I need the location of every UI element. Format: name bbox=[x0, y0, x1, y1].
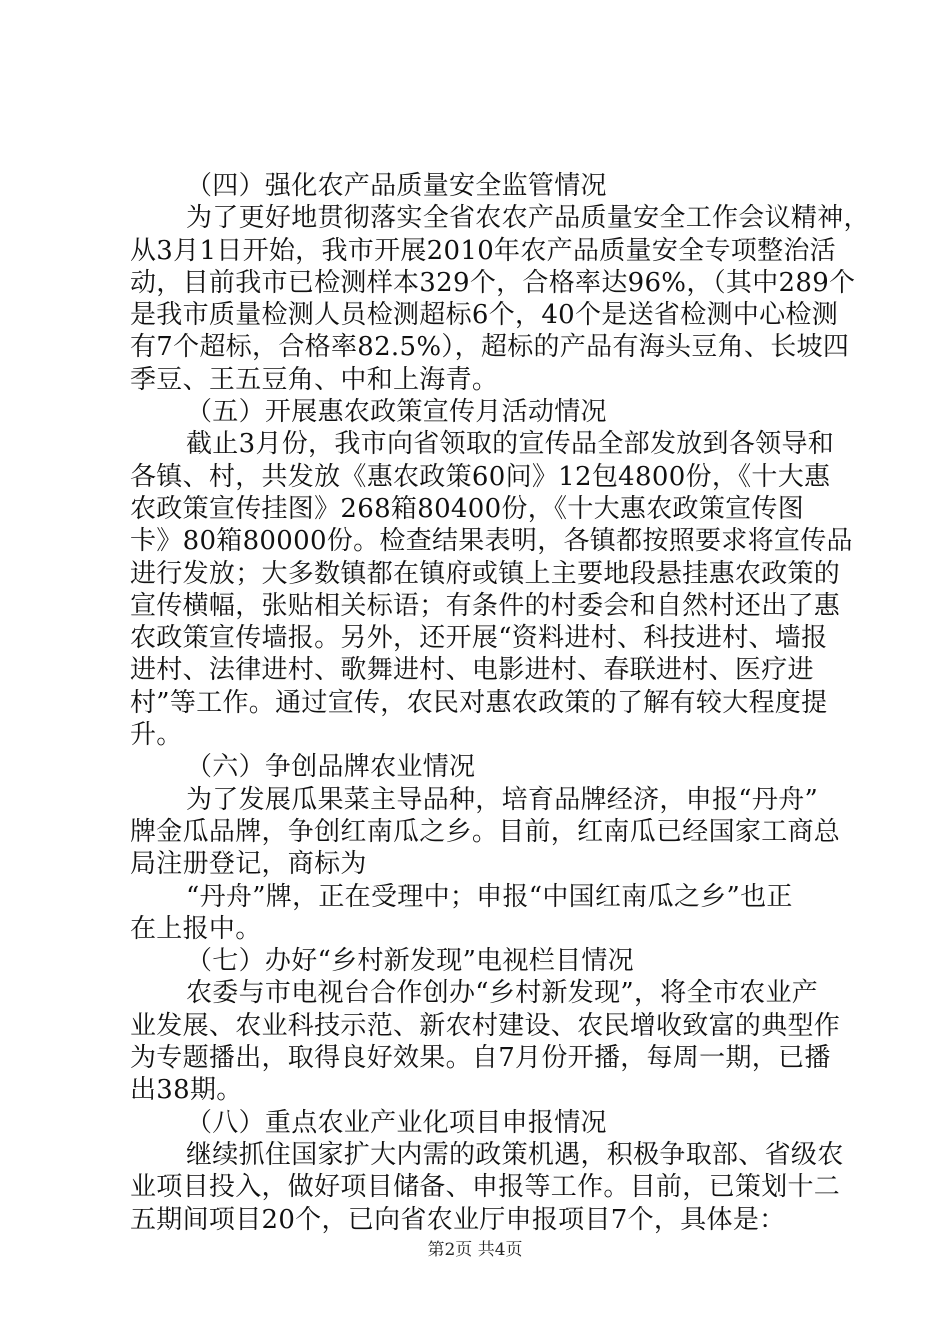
text-line: 进村、法律进村、歌舞进村、电影进村、春联进村、医疗进 bbox=[130, 655, 814, 686]
text-line: 进行发放；大多数镇都在镇府或镇上主要地段悬挂惠农政策的 bbox=[130, 558, 841, 589]
text-line: 村”等工作。通过宣传，农民对惠农政策的了解有较大程度提 bbox=[130, 687, 828, 718]
text-line: 继续抓住国家扩大内需的政策机遇，积极争取部、省级农 bbox=[186, 1139, 844, 1170]
text-line: （四）强化农产品质量安全监管情况 bbox=[186, 171, 607, 201]
page-footer: 第2页 共4页 bbox=[427, 1240, 523, 1260]
text-line: 农委与市电视台合作创办“乡村新发现”，将全市农业产 bbox=[186, 978, 819, 1009]
text-line: 为了发展瓜果菜主导品种，培育品牌经济，申报“丹舟” bbox=[186, 784, 819, 815]
text-line: 在上报中。 bbox=[130, 913, 262, 944]
text-line: 截止3月份，我市向省领取的宣传品全部发放到各领导和 bbox=[186, 429, 835, 460]
text-line: 从3月1日开始，我市开展2010年农产品质量安全专项整治活 bbox=[130, 235, 836, 266]
text-line: 农政策宣传挂图》268箱80400份，《十大惠农政策宣传图 bbox=[130, 493, 805, 524]
text-line: 牌金瓜品牌，争创红南瓜之乡。目前，红南瓜已经国家工商总 bbox=[130, 816, 841, 847]
document-body bbox=[130, 170, 870, 1236]
text-line: “丹舟”牌，正在受理中；申报“中国红南瓜之乡”也正 bbox=[186, 881, 793, 912]
text-line: 局注册登记，商标为 bbox=[130, 849, 367, 880]
text-line: 各镇、村，共发放《惠农政策60问》12包4800份，《十大惠 bbox=[130, 461, 831, 492]
text-line: （六）争创品牌农业情况 bbox=[186, 752, 476, 783]
text-line: 是我市质量检测人员检测超标6个，40个是送省检测中心检测 bbox=[130, 300, 839, 331]
text-line: （八）重点农业产业化项目申报情况 bbox=[186, 1107, 607, 1138]
text-line: 为专题播出，取得良好效果。自7月份开播，每周一期，已播 bbox=[130, 1043, 831, 1074]
text-line: 为了更好地贯彻落实全省农农产品质量安全工作会议精神， bbox=[186, 203, 870, 234]
text-line: 出38期。 bbox=[130, 1075, 243, 1106]
text-line: 五期间项目20个，已向省农业厅申报项目7个，具体是： bbox=[130, 1204, 786, 1235]
text-line: 农政策宣传墙报。另外，还开展“资料进村、科技进村、墙报 bbox=[130, 623, 828, 654]
text-line: （五）开展惠农政策宣传月活动情况 bbox=[186, 397, 607, 428]
text-line: 宣传横幅，张贴相关标语；有条件的村委会和自然村还出了惠 bbox=[130, 590, 841, 621]
text-line: 有7个超标，合格率82.5%），超标的产品有海头豆角、长坡四 bbox=[130, 332, 850, 363]
text-line: 业项目投入，做好项目储备、申报等工作。目前，已策划十二 bbox=[130, 1172, 841, 1203]
text-line: 升。 bbox=[130, 720, 183, 751]
text-line: 卡》80箱80000份。检查结果表明，各镇都按照要求将宣传品 bbox=[130, 526, 853, 557]
text-line: 动，目前我市已检测样本329个，合格率达96%，（其中289个 bbox=[130, 267, 856, 298]
text-line: （七）办好“乡村新发现”电视栏目情况 bbox=[186, 946, 634, 977]
text-line: 业发展、农业科技示范、新农村建设、农民增收致富的典型作 bbox=[130, 1010, 841, 1041]
text-line: 季豆、王五豆角、中和上海青。 bbox=[130, 364, 499, 395]
